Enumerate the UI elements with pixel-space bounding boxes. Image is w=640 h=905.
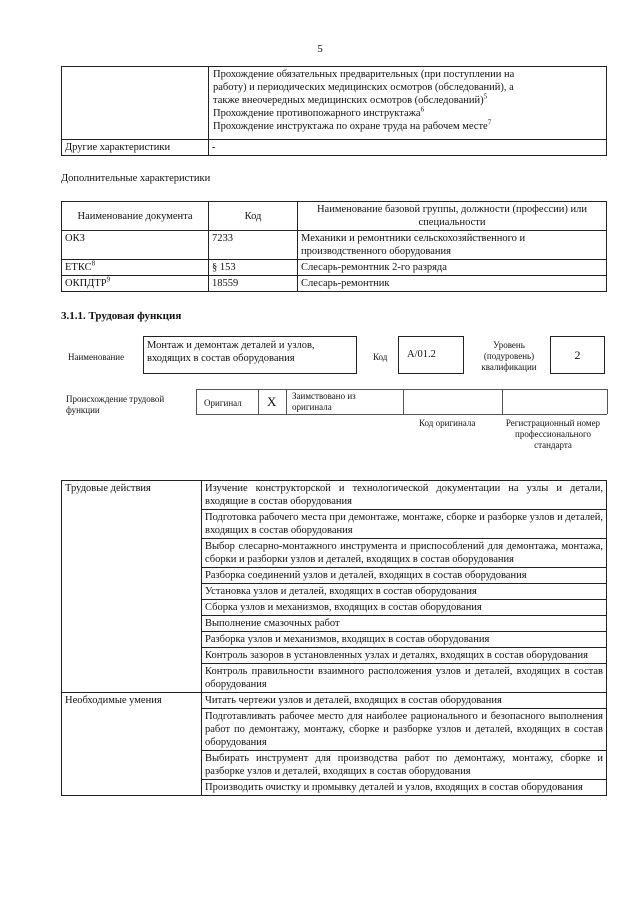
function-heading: 3.1.1. Трудовая функция [61,310,182,322]
level-label: Уровень (подуровень) квалификации [481,340,537,372]
skill-item: Производить очистку и промывку деталей и узлов, входящих в состав оборудования [202,780,607,796]
header-name: Наименование документа [62,202,209,231]
text-line: работу) и периодических медицинских осмотров (обследований), а [213,82,514,93]
additional-table [61,201,607,292]
function-name: Монтаж и демонтаж деталей и узлов, входящих в состав оборудования [147,340,315,364]
header-code: Код [209,202,298,231]
action-item: Контроль зазоров в установленных узлах и деталях, входящих в состав оборудования [202,648,607,664]
text-line: также внеочередных медицинских осмотров (обследований)$^5$ [213,92,488,106]
divider [502,389,503,414]
function-code: A/01.2 [407,349,436,360]
divider [607,389,608,414]
skill-item: Подготавливать рабочее место для наиболее рационального и безопасного выполнения работ по демонтажу, монтажу, сборке и разборке узлов и деталей, входящих в состав оборудования [202,709,607,751]
doc-base: Слесарь-ремонтник 2-го разряда [298,260,607,276]
function-code-box [398,336,464,374]
table-header-row [62,202,607,231]
level-box [550,336,605,374]
divider [196,389,197,414]
action-item: Контроль правильности взаимного расположения узлов и деталей, входящих в состав оборудования [202,664,607,693]
action-item: Разборка соединений узлов и деталей, входящих в состав оборудования [202,568,607,584]
empty-cell [62,67,209,140]
header-base: Наименование базовой группы, должности (профессии) или специальности [298,202,607,231]
table-row [62,260,607,276]
divider [403,389,404,414]
doc-name: ОКЗ [62,231,209,260]
text-line: Прохождение противопожарного инструктажа$^6$ [213,105,425,119]
requirements-cell [209,67,607,140]
text-line: Прохождение инструктажа по охране труда на рабочем месте$^7$ [213,118,492,132]
action-item: Разборка узлов и механизмов, входящих в состав оборудования [202,632,607,648]
text-line: Прохождение обязательных предварительных (при поступлении на [213,69,515,80]
table-row [62,140,607,156]
additional-title: Дополнительные характеристики [61,173,211,184]
footnote-ref: 6 [420,105,425,114]
other-value: - [209,140,607,156]
level-value: 2 [574,348,581,362]
doc-base: Механики и ремонтники сельскохозяйственного и производственного оборудования [298,231,607,260]
doc-name: ОКПДТР$^9$ [62,276,209,292]
table-row [62,693,607,709]
actions-label: Трудовые действия [62,481,202,693]
table-row [62,67,607,140]
footnote-ref: 9 [106,275,111,284]
action-item: Выбор слесарно-монтажного инструмента и приспособлений для демонтажа, монтажа, сборки и разборки узлов и деталей, входящих в состав оборудования [202,539,607,568]
table-row [62,481,607,510]
footnote-ref: 8 [91,259,96,268]
skill-item: Читать чертежи узлов и деталей, входящих в состав оборудования [202,693,607,709]
action-item: Изучение конструкторской и технологической документации на узлы и детали, входящие в состав оборудования [202,481,607,510]
action-item: Сборка узлов и механизмов, входящих в состав оборудования [202,600,607,616]
skill-item: Выбирать инструмент для производства работ по демонтажу, монтажу, сборке и разборке узлов и деталей, входящих в состав оборудования [202,751,607,780]
code-label: Код [373,352,388,362]
other-label: Другие характеристики [62,140,209,156]
actions-table [61,480,607,796]
divider [286,389,287,414]
doc-code: § 153 [209,260,298,276]
footnote-ref: 7 [487,118,492,127]
doc-name: ЕТКС$^8$ [62,260,209,276]
divider [196,414,607,415]
reg-number-label: Регистрационный номер профессионального стандарта [505,418,601,450]
divider [258,389,259,414]
borrowed-label: Заимствовано из оригинала [292,391,356,412]
table-row [62,231,607,260]
doc-code: 18559 [209,276,298,292]
action-item: Выполнение смазочных работ [202,616,607,632]
original-label: Оригинал [204,398,242,408]
page-number: 5 [317,43,323,55]
action-item: Установка узлов и деталей, входящих в состав оборудования [202,584,607,600]
doc-code: 7233 [209,231,298,260]
table-row [62,276,607,292]
name-label: Наименование [68,352,125,362]
code-original-label: Код оригинала [419,418,476,428]
footnote-ref: 5 [483,92,488,101]
action-item: Подготовка рабочего места при демонтаже, монтаже, сборке и разборке узлов и деталей, входящих в состав оборудования [202,510,607,539]
function-name-box [143,336,357,374]
original-mark: X [267,394,277,409]
origin-label: Происхождение трудовой функции [66,394,165,415]
doc-base: Слесарь-ремонтник [298,276,607,292]
skills-label: Необходимые умения [62,693,202,796]
requirements-table [61,66,607,156]
